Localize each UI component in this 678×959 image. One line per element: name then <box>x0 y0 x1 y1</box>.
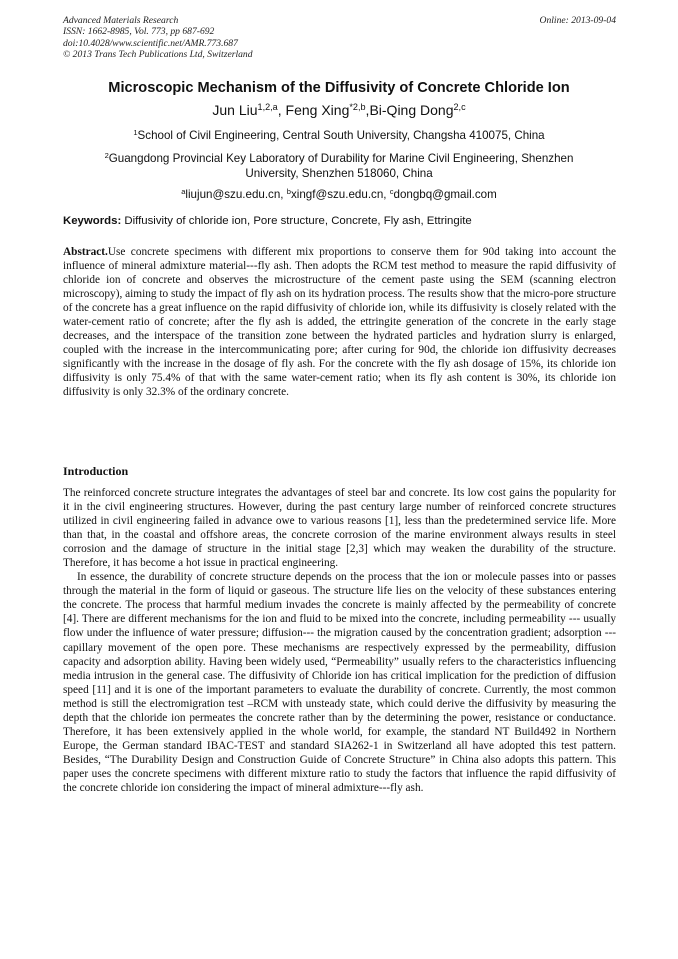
abstract-label: Abstract. <box>63 246 108 258</box>
paragraph: In essence, the durability of concrete structure depends on the process that the ion or molecule passes into or passes through the material in the form of liquid or gaseous. The structure life lies on the velocity of these substances entering the concrete. The process that harmful medium invades the concrete is mainly affected by the permeability of concrete [4]. There are different mechanisms for the ion and fluid to be mixed into the concrete, including permeability --- usually flow under the influence of water pressure; diffusion--- the migration caused by the concentration gradient; adsorption --- capillary movement of the open pore. These mechanisms are respectively expressed by the permeability, diffusion capacity and adsorption ability. Having been widely used, “Permeability” usually refers to the characteristics influencing media intrusion in the general case. The diffusivity of Chloride ion has critical implication for the prediction of diffusion speed [11] and it is one of the important parameters to evaluate the durability of concrete. Currently, the most common method is still the electromigration test –RCM with unsteady state, which could derive the diffusivity by measuring the depth that the chloride ion permeates the concrete rather than by the determining the power, resistance or conductance. Therefore, it has been extensively applied in the whole world, for example, the standard NT Build492 in Northern Europe, the German standard IBAC-TEST and standard SIA262-1 in Switzerland all have adopted this test pattern. Besides, “The Durability Design and Construction Guide of Concrete Structure” in China also adopts this pattern. This paper uses the concrete specimens with different mixture ratio to study the factors that influence the rapid diffusivity of the concrete chloride ion considering the impact of mineral admixture---fly ash. <box>63 571 616 794</box>
journal-header <box>63 15 616 61</box>
author-name: Jun Liu <box>212 102 258 118</box>
author-name: Feng Xing <box>285 102 350 118</box>
doi-line: doi:10.4028/www.scientific.net/AMR.773.687 <box>63 37 238 49</box>
author-affiliation-mark: *2,b <box>349 102 366 112</box>
email-mark: c <box>389 186 394 196</box>
affiliation-text: School of Civil Engineering, Central South University, Changsha 410075, China <box>137 129 545 142</box>
affiliation-1 <box>80 129 598 144</box>
keywords-label: Keywords: <box>63 215 122 227</box>
section-heading: Introduction <box>63 464 129 478</box>
author-separator: , <box>277 102 286 118</box>
paper-title: Microscopic Mechanism of the Diffusivity of Concrete Chloride Ion <box>108 80 570 96</box>
keywords <box>63 215 616 227</box>
author-name: Bi-Qing Dong <box>369 102 454 118</box>
author-affiliation-mark: 1,2,a <box>257 102 278 112</box>
email-text: dongbq@gmail.com <box>393 188 497 201</box>
keywords-text: Diffusivity of chloride ion, Pore structure, Concrete, Fly ash, Ettringite <box>121 215 472 227</box>
issn-line: ISSN: 1662-8985, Vol. 773, pp 687-692 <box>63 26 215 38</box>
author-list <box>40 102 638 118</box>
affiliation-mark: 2 <box>104 150 109 160</box>
author-emails <box>80 188 598 203</box>
author-separator: , <box>365 102 370 118</box>
introduction-body <box>63 486 616 795</box>
copyright-line: © 2013 Trans Tech Publications Ltd, Switzerland <box>63 49 253 61</box>
affiliation-2 <box>80 152 598 181</box>
email-mark: a <box>181 186 186 196</box>
online-date: Online: 2013-09-04 <box>539 15 616 26</box>
affiliation-mark: 1 <box>133 127 138 137</box>
author-affiliation-mark: 2,c <box>453 102 466 112</box>
email-text: xingf@szu.edu.cn, <box>290 188 390 201</box>
journal-name: Advanced Materials Research <box>63 15 179 26</box>
affiliation-text: Guangdong Provincial Key Laboratory of Durability for Marine Civil Engineering, Shenzhen University, Shenzhen 518060, China <box>108 152 574 180</box>
email-mark: b <box>286 186 291 196</box>
abstract-text: Use concrete specimens with different mix proportions to conserve them for 90d taking into account the influence of mineral admixture material---fly ash. Then adopts the RCM test method to measure the rapid diffusivity of chloride ion of concrete and observes the microstructure of the cement paste using the SEM (scanning electron microscopy), aiming to study the impact of fly ash on its hydration process. The results show that the micro-pore structure of the concrete has a great influence on the rapid diffusivity of chloride ion, while its diffusivity is closely related with the water-cement ratio of concrete; after the fly ash is added, the ettringite generation of the concrete in the early stage decreases, and the interspace of the transition zone between the hydrated particles and hydration slurry is enlarged, coupled with the increase in the intercommunicating pore; after curing for 90d, the chloride ion diffusivity decreases significantly with the increase in the dosage of fly ash. For the concrete with the fly ash dosage of 15%, its chloride ion diffusivity is only 75.4% of that with the same water-cement ratio; when its fly ash content is 30%, its chloride ion diffusivity is only 32.3% of the ordinary concrete. <box>63 246 616 399</box>
email-text: liujun@szu.edu.cn, <box>185 188 287 201</box>
paragraph: The reinforced concrete structure integrates the advantages of steel bar and concrete. Its low cost gains the popularity for it in the civil engineering structures. However, during the past century large number of reinforced concrete structures utilized in civil engineering failed in advance owe to various reasons [1], less than the predetermined service life. More than that, in the coastal and offshore areas, the concrete corrosion of the marine environment always results in steel corrosion and the damage of structure in the initial stage [2,3] which may weaken the durability of the structure. Therefore, it has become a hot issue in practical engineering. <box>63 487 616 570</box>
abstract <box>63 245 616 400</box>
